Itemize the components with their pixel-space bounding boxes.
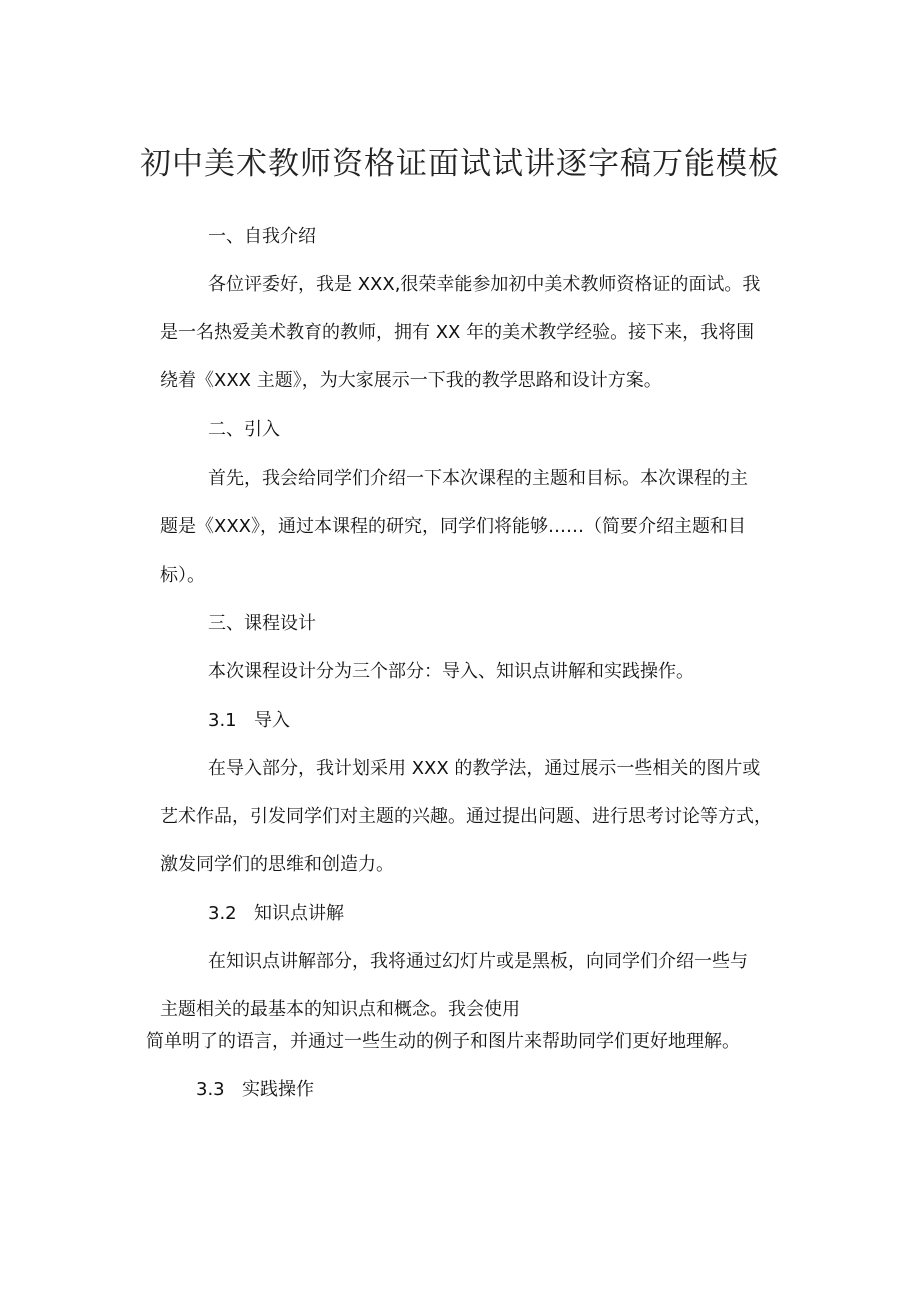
- subsection-title: 知识点讲解: [254, 903, 344, 924]
- subsection-number: 3.1: [208, 710, 237, 731]
- subsection-heading-3-2: [208, 902, 344, 926]
- paragraph-line: 绕着《XXX 主题》，为大家展示一下我的教学思路和设计方案。: [160, 370, 662, 391]
- section-heading-self-intro: 一、自我介绍: [208, 226, 316, 247]
- subsection-heading-3-3: [196, 1078, 314, 1102]
- paragraph-line: 首先，我会给同学们介绍一下本次课程的主题和目标。本次课程的主: [208, 468, 748, 489]
- section-heading-intro: 二、引入: [208, 419, 280, 440]
- paragraph-line: 题是《XXX》，通过本课程的研究，同学们将能够……（简要介绍主题和目: [160, 516, 746, 537]
- paragraph-line: 艺术作品，引发同学们对主题的兴趣。通过提出问题、进行思考讨论等方式，: [160, 806, 772, 827]
- section-heading-course-design: 三、课程设计: [208, 613, 316, 634]
- paragraph-line: 激发同学们的思维和创造力。: [160, 854, 394, 875]
- paragraph-line: 本次课程设计分为三个部分：导入、知识点讲解和实践操作。: [208, 661, 694, 682]
- paragraph-line: 在导入部分，我计划采用 XXX 的教学法，通过展示一些相关的图片或: [208, 758, 761, 779]
- paragraph-line: 各位评委好，我是 XXX,很荣幸能参加初中美术教师资格证的面试。我: [208, 274, 761, 295]
- subsection-title: 实践操作: [242, 1079, 314, 1100]
- paragraph-line: 在知识点讲解部分，我将通过幻灯片或是黑板，向同学们介绍一些与: [208, 951, 748, 972]
- paragraph-line: 简单明了的语言，并通过一些生动的例子和图片来帮助同学们更好地理解。: [146, 1031, 740, 1052]
- subsection-number: 3.3: [196, 1079, 225, 1100]
- document-title: 初中美术教师资格证面试试讲逐字稿万能模板: [140, 146, 780, 182]
- subsection-title: 导入: [254, 710, 290, 731]
- paragraph-line: 标）。: [160, 565, 205, 586]
- subsection-heading-3-1: [208, 709, 290, 733]
- paragraph-line: 是一名热爱美术教育的教师，拥有 XX 年的美术教学经验。接下来，我将围: [160, 322, 755, 343]
- subsection-number: 3.2: [208, 903, 237, 924]
- paragraph-line: 主题相关的最基本的知识点和概念。我会使用: [160, 999, 520, 1020]
